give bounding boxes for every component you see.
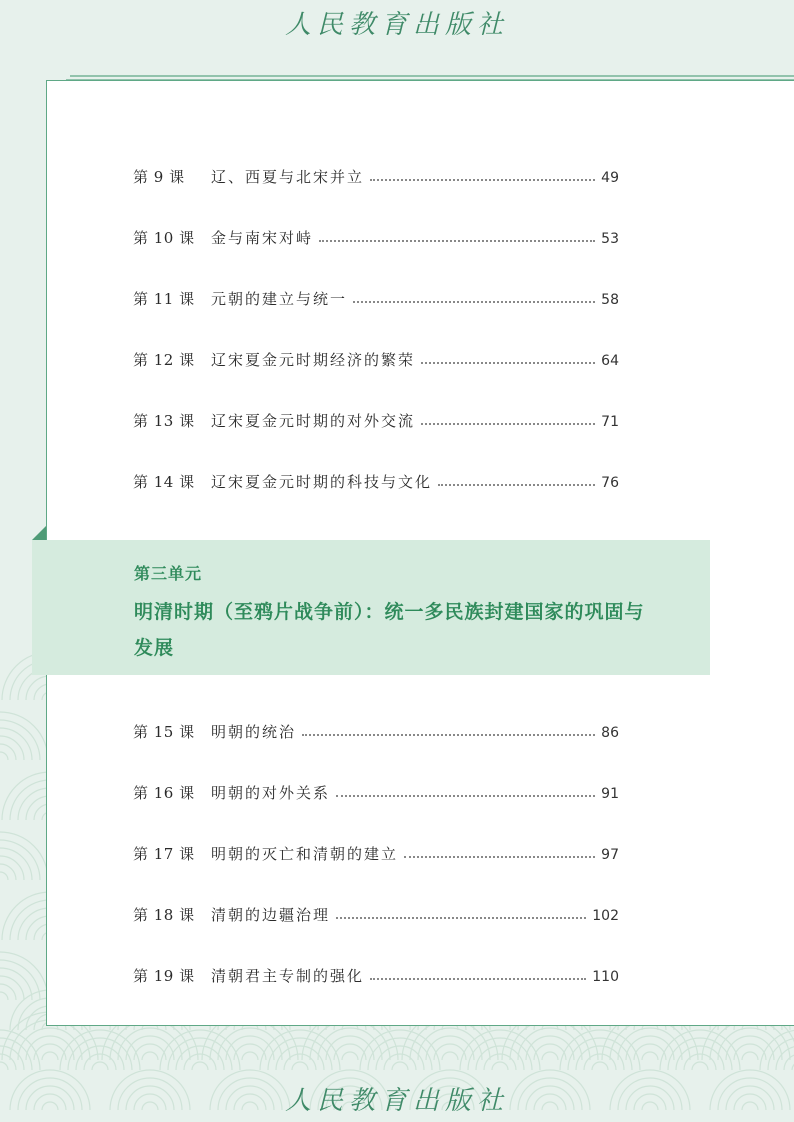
- toc-entry[interactable]: [133, 227, 619, 251]
- lesson-number: 第 14 课: [133, 473, 195, 491]
- toc-entry[interactable]: [133, 288, 619, 312]
- page-number: 53: [601, 231, 619, 247]
- lesson-title: 清朝的边疆治理: [211, 906, 331, 924]
- page-number: 102: [592, 908, 619, 924]
- dot-leader: [421, 423, 595, 425]
- toc-entry[interactable]: [133, 965, 619, 989]
- lesson-title: 辽宋夏金元时期经济的繁荣: [211, 351, 416, 369]
- lesson-number: 第 13 课: [133, 412, 195, 430]
- dot-leader: [336, 917, 586, 919]
- page-number: 64: [601, 353, 619, 369]
- toc-entry[interactable]: [133, 843, 619, 867]
- unit-label: 第三单元: [134, 564, 203, 583]
- lesson-number: 第 15 课: [133, 723, 195, 741]
- unit-title: 明清时期（至鸦片战争前）：统一多民族封建国家的巩固与发展: [134, 601, 645, 659]
- lesson-title: 辽宋夏金元时期的科技与文化: [211, 473, 433, 491]
- toc-entry[interactable]: [133, 471, 619, 495]
- lesson-title: 元朝的建立与统一: [211, 290, 348, 308]
- page-number: 110: [592, 969, 619, 985]
- toc-entry[interactable]: [133, 166, 619, 190]
- dot-leader: [353, 301, 595, 303]
- lesson-number: 第 17 课: [133, 845, 195, 863]
- lesson-number: 第 9 课: [133, 168, 185, 186]
- lesson-title: 明朝的灭亡和清朝的建立: [211, 845, 399, 863]
- publisher-logo-bottom: 人民教育出版社: [284, 1086, 509, 1116]
- unit-band-notch: [32, 526, 46, 540]
- toc-entry[interactable]: [133, 410, 619, 434]
- dot-leader: [370, 978, 586, 980]
- toc-entry[interactable]: [133, 721, 619, 745]
- toc-entry[interactable]: [133, 782, 619, 806]
- page-number: 91: [601, 786, 619, 802]
- page-number: 49: [601, 170, 619, 186]
- page-number: 76: [601, 475, 619, 491]
- page-number: 71: [601, 414, 619, 430]
- toc-entry[interactable]: [133, 904, 619, 928]
- lesson-number: 第 18 课: [133, 906, 195, 924]
- dot-leader: [404, 856, 595, 858]
- dot-leader: [336, 795, 595, 797]
- lesson-number: 第 11 课: [133, 290, 195, 308]
- dot-leader: [438, 484, 595, 486]
- toc-entry[interactable]: [133, 349, 619, 373]
- lesson-title: 辽、西夏与北宋并立: [211, 168, 365, 186]
- lesson-title: 明朝的统治: [211, 723, 297, 741]
- publisher-logo-top: 人民教育出版社: [284, 10, 509, 40]
- lesson-title: 明朝的对外关系: [211, 784, 331, 802]
- lesson-number: 第 10 课: [133, 229, 195, 247]
- lesson-number: 第 16 课: [133, 784, 195, 802]
- lesson-title: 清朝君主专制的强化: [211, 967, 365, 985]
- lesson-title: 辽宋夏金元时期的对外交流: [211, 412, 416, 430]
- dot-leader: [302, 734, 595, 736]
- dot-leader: [421, 362, 595, 364]
- lesson-number: 第 12 课: [133, 351, 195, 369]
- dot-leader: [319, 240, 595, 242]
- page-number: 97: [601, 847, 619, 863]
- lesson-number: 第 19 课: [133, 967, 195, 985]
- dot-leader: [370, 179, 595, 181]
- page-number: 86: [601, 725, 619, 741]
- lesson-title: 金与南宋对峙: [211, 229, 314, 247]
- page-number: 58: [601, 292, 619, 308]
